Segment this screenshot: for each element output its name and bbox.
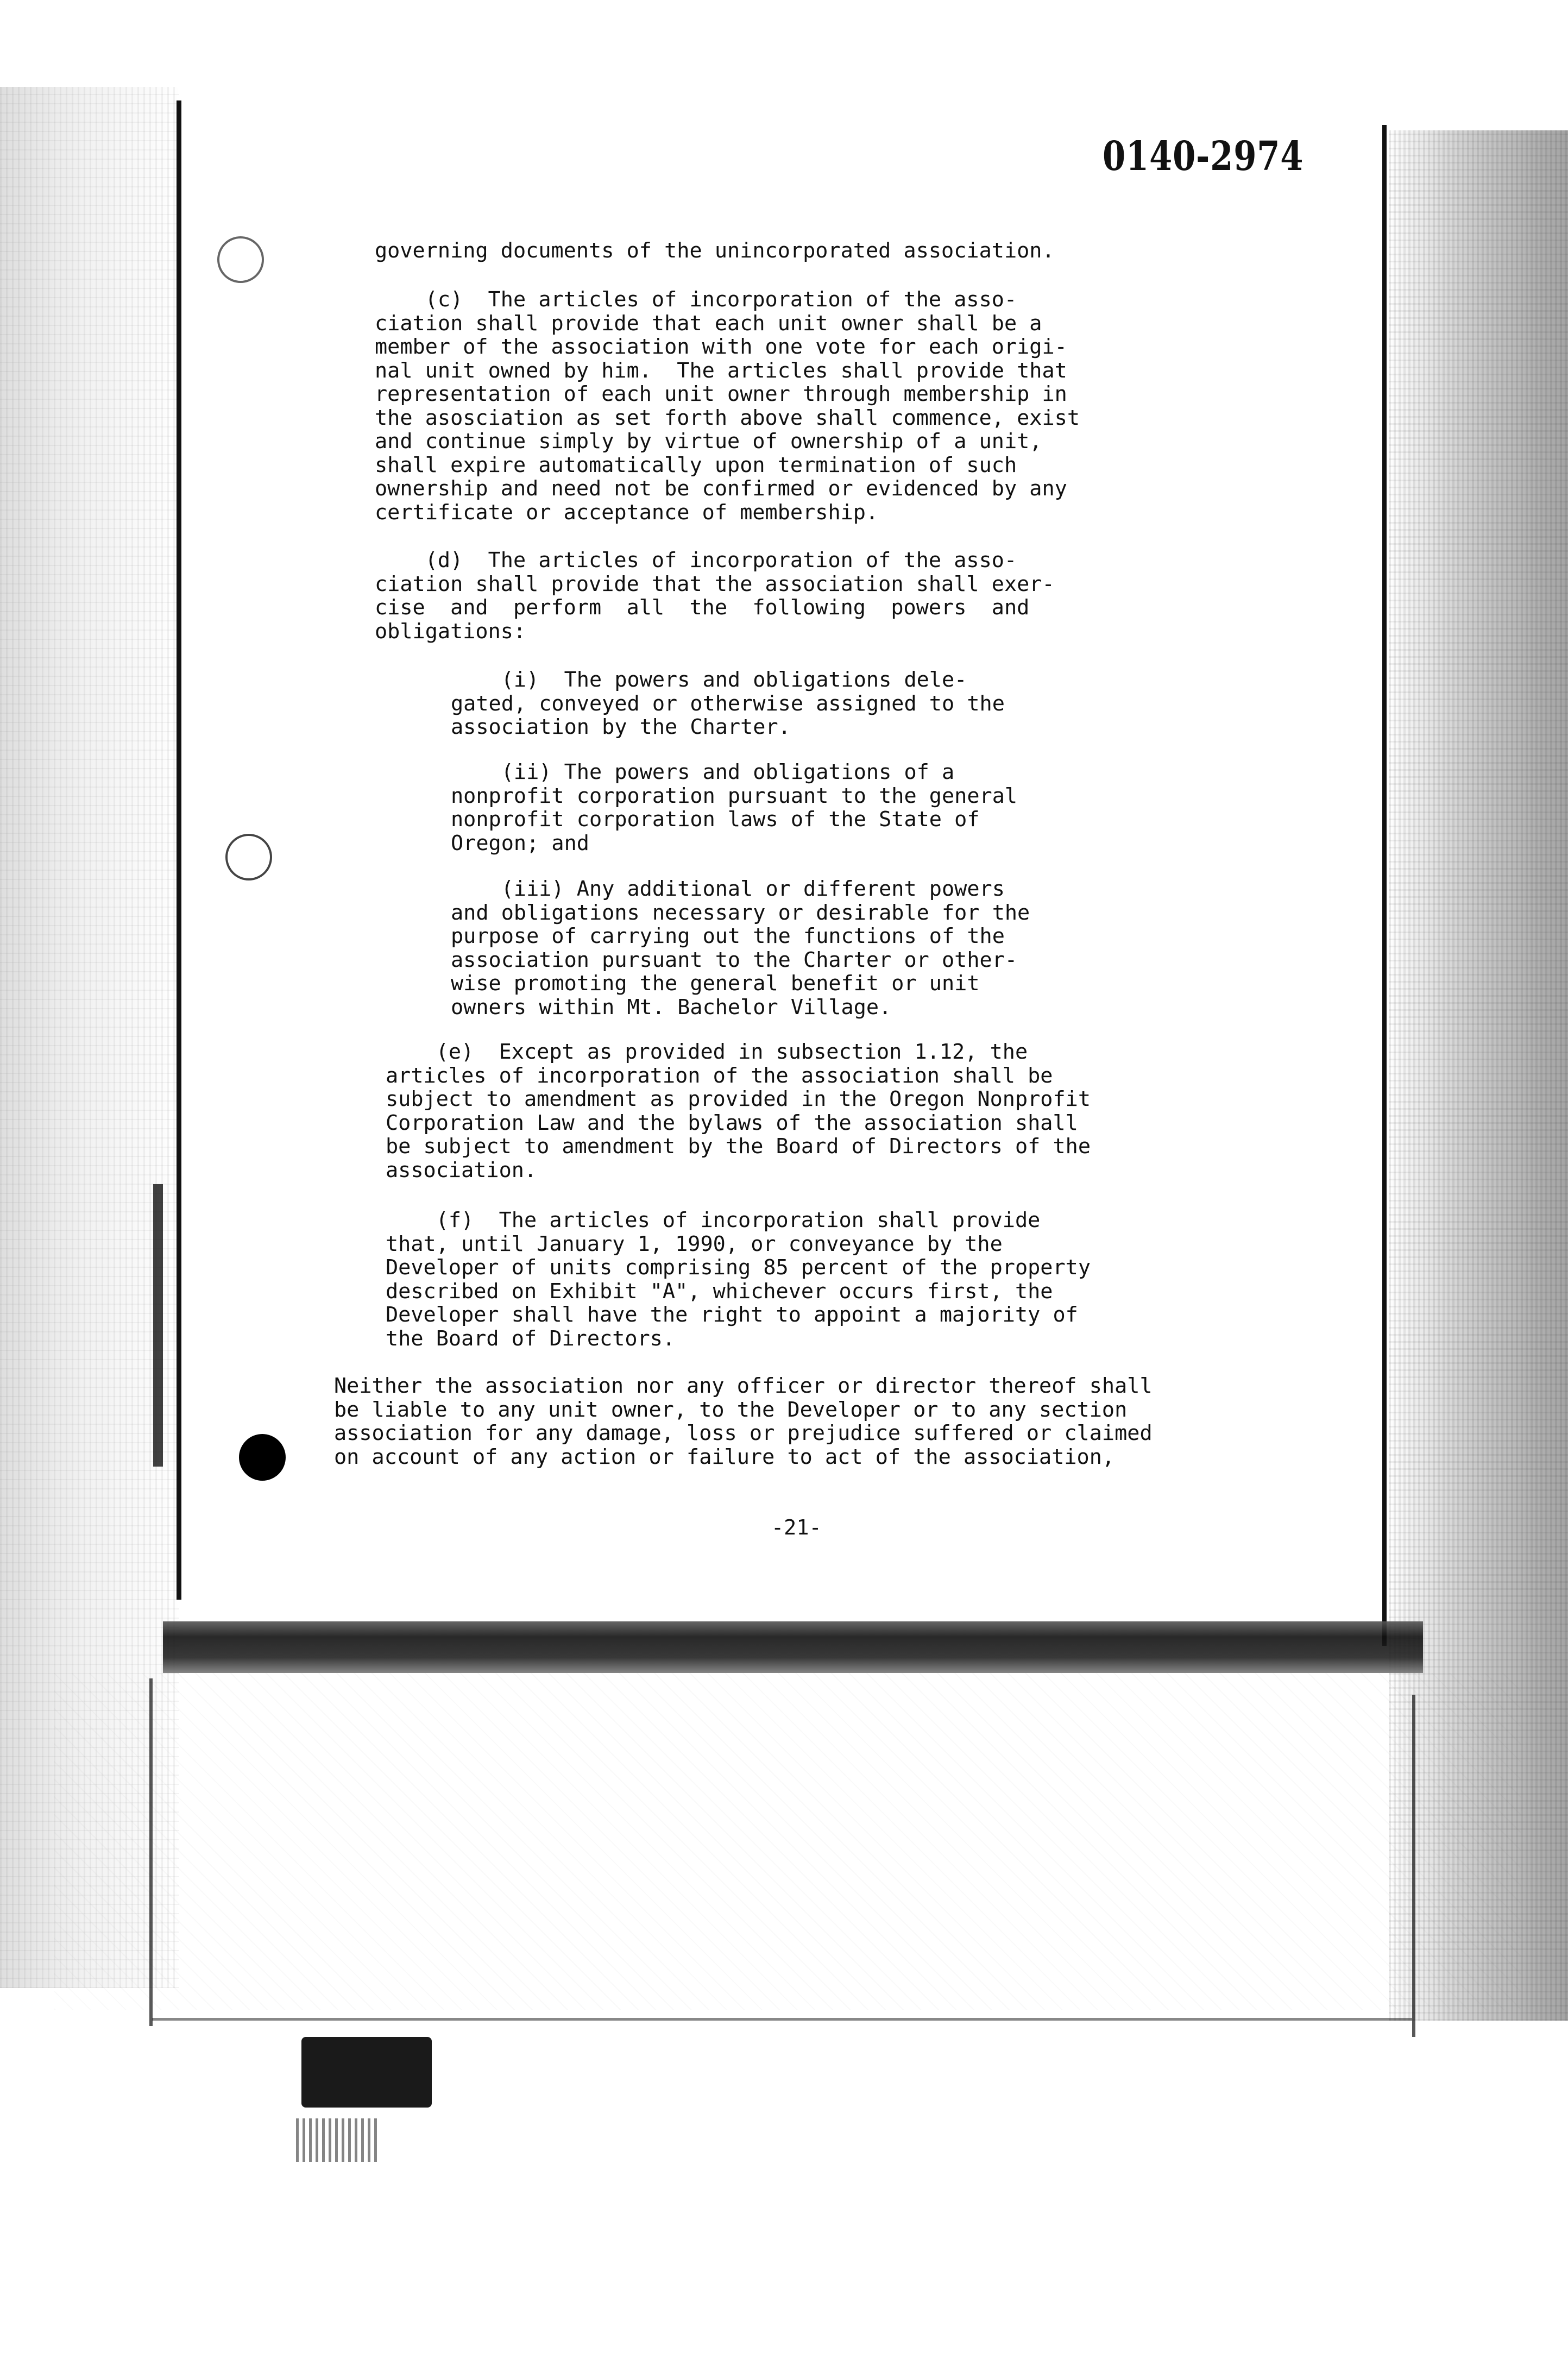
- right-edge-line: [1382, 125, 1387, 1646]
- document-number: 0140-2974: [1103, 133, 1304, 180]
- paragraph-d-iii: [451, 877, 1030, 1019]
- paragraph-c: [375, 288, 1080, 524]
- text-line: obligations:: [375, 619, 526, 644]
- scan-noise-lower: [54, 1673, 1521, 2010]
- text-line: representation of each unit owner through membership in: [375, 382, 1067, 406]
- text-line: cise and perform all the following powers and: [375, 595, 1030, 620]
- text-line: (e) Except as provided in subsection 1.12, the: [386, 1040, 1028, 1064]
- text-line: Neither the association nor any officer or director thereof shall: [334, 1374, 1153, 1398]
- text-line: Developer shall have the right to appoint a majority of: [386, 1303, 1078, 1327]
- text-line: association.: [386, 1158, 537, 1182]
- text-line: the Board of Directors.: [386, 1326, 676, 1351]
- left-edge-line-2: [153, 1184, 163, 1467]
- text-line: Oregon; and: [451, 831, 589, 856]
- text-line: Corporation Law and the bylaws of the association shall: [386, 1110, 1078, 1135]
- text-line: shall expire automatically upon termination of such: [375, 452, 1017, 477]
- text-line: Developer of units comprising 85 percent of the property: [386, 1255, 1091, 1280]
- text-line: association by the Charter.: [451, 715, 791, 739]
- punch-hole-middle: [225, 834, 272, 880]
- scan-dark-band: [163, 1621, 1423, 1673]
- text-line: (ii) The powers and obligations of a: [451, 760, 955, 784]
- left-edge-line: [177, 100, 181, 1600]
- text-line: the asosciation as set forth above shall commence, exist: [375, 405, 1080, 430]
- text-line: ciation shall provide that the association shall exer-: [375, 571, 1055, 596]
- text-line: (f) The articles of incorporation shall provide: [386, 1208, 1041, 1232]
- text-line: certificate or acceptance of membership.: [375, 500, 879, 525]
- bottom-edge-line: [152, 2018, 1412, 2021]
- text-line: (iii) Any additional or different powers: [451, 877, 1005, 901]
- text-line: member of the association with one vote for each origi-: [375, 335, 1067, 359]
- text-line: wise promoting the general benefit or unit: [451, 971, 980, 996]
- scan-blob-2: [296, 2118, 377, 2162]
- text-line: governing documents of the unincorporated association.: [375, 238, 1055, 263]
- text-line: (i) The powers and obligations dele-: [451, 668, 967, 692]
- paragraph-d-ii: [451, 760, 1017, 855]
- page-number: -21-: [771, 1515, 822, 1540]
- paragraph-intro: [375, 239, 1055, 263]
- text-line: (d) The articles of incorporation of the asso-: [375, 548, 1017, 573]
- text-line: association pursuant to the Charter or other-: [451, 947, 1018, 972]
- punch-hole-top: [217, 236, 264, 283]
- text-line: described on Exhibit "A", whichever occurs first, the: [386, 1279, 1053, 1304]
- text-line: owners within Mt. Bachelor Village.: [451, 995, 892, 1020]
- text-line: gated, conveyed or otherwise assigned to the: [451, 691, 1005, 716]
- text-line: nonprofit corporation laws of the State of: [451, 807, 980, 832]
- paragraph-d-i: [451, 668, 1005, 739]
- text-line: on account of any action or failure to act of the association,: [334, 1444, 1115, 1469]
- paragraph-f: [386, 1209, 1091, 1350]
- paragraph-closing: [334, 1374, 1153, 1469]
- text-line: that, until January 1, 1990, or conveyance by the: [386, 1231, 1003, 1256]
- scan-blob: [301, 2037, 432, 2108]
- text-line: (c) The articles of incorporation of the asso-: [375, 287, 1017, 312]
- text-line: ciation shall provide that each unit owner shall be a: [375, 311, 1042, 336]
- text-line: ownership and need not be confirmed or evidenced by any: [375, 476, 1067, 501]
- paragraph-e: [386, 1040, 1091, 1182]
- text-line: be liable to any unit owner, to the Developer or to any section: [334, 1397, 1128, 1422]
- text-line: nal unit owned by him. The articles shall provide that: [375, 358, 1067, 383]
- text-line: purpose of carrying out the functions of the: [451, 924, 1005, 948]
- text-line: and obligations necessary or desirable for the: [451, 900, 1030, 925]
- text-line: be subject to amendment by the Board of Directors of the: [386, 1134, 1091, 1159]
- text-line: and continue simply by virtue of ownership of a unit,: [375, 429, 1042, 454]
- text-line: association for any damage, loss or prejudice suffered or claimed: [334, 1421, 1153, 1445]
- punch-hole-bottom: [239, 1434, 286, 1481]
- paragraph-d: [375, 549, 1055, 643]
- text-line: subject to amendment as provided in the Oregon Nonprofit: [386, 1087, 1091, 1111]
- text-line: nonprofit corporation pursuant to the general: [451, 783, 1018, 808]
- text-line: articles of incorporation of the association shall be: [386, 1063, 1053, 1088]
